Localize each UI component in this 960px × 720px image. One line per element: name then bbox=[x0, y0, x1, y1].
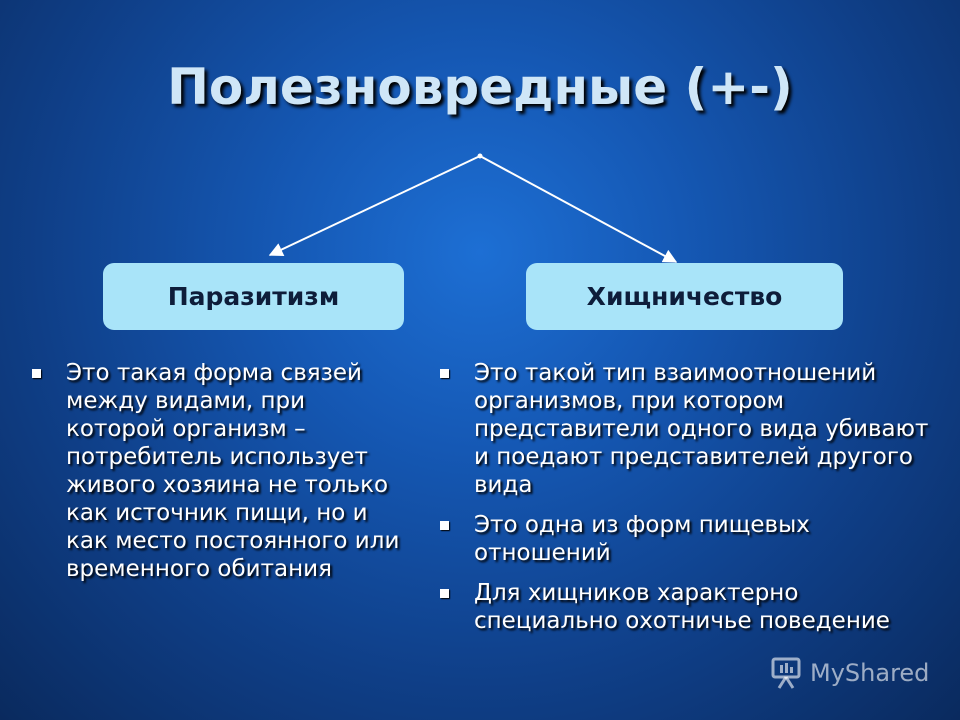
presentation-board-icon bbox=[770, 656, 802, 690]
slide-title: Полезновредные (+-) bbox=[167, 58, 793, 116]
bullet-square-icon bbox=[440, 589, 449, 598]
watermark bbox=[770, 655, 929, 691]
bullet-text: Это такая форма связей между видами, при которой организм – потребитель использует живого хозяина не только как источник пищи, но и как место постоянного или временного обитания bbox=[66, 360, 400, 582]
list-item bbox=[436, 511, 936, 567]
watermark-text: MyShared bbox=[810, 659, 930, 687]
bullet-square-icon bbox=[32, 369, 41, 378]
predation-box: Хищничество bbox=[526, 263, 843, 330]
parasitism-bullet-list bbox=[28, 359, 410, 595]
bullet-square-icon bbox=[440, 369, 449, 378]
parasitism-box: Паразитизм bbox=[103, 263, 404, 330]
list-item bbox=[28, 359, 410, 583]
bullet-text: Это одна из форм пищевых отношений bbox=[474, 512, 810, 566]
bullet-square-icon bbox=[440, 521, 449, 530]
arrow-to-predation bbox=[480, 156, 676, 262]
bullet-text: Это такой тип взаимоотношений организмов, при котором представители одного вида убивают и поедают представителей другого вида bbox=[474, 360, 929, 498]
list-item bbox=[436, 359, 936, 499]
arrow-to-parasitism bbox=[270, 156, 480, 255]
list-item bbox=[436, 579, 936, 635]
predation-bullet-list bbox=[436, 359, 936, 647]
bullet-text: Для хищников характерно специально охотничье поведение bbox=[474, 580, 890, 634]
